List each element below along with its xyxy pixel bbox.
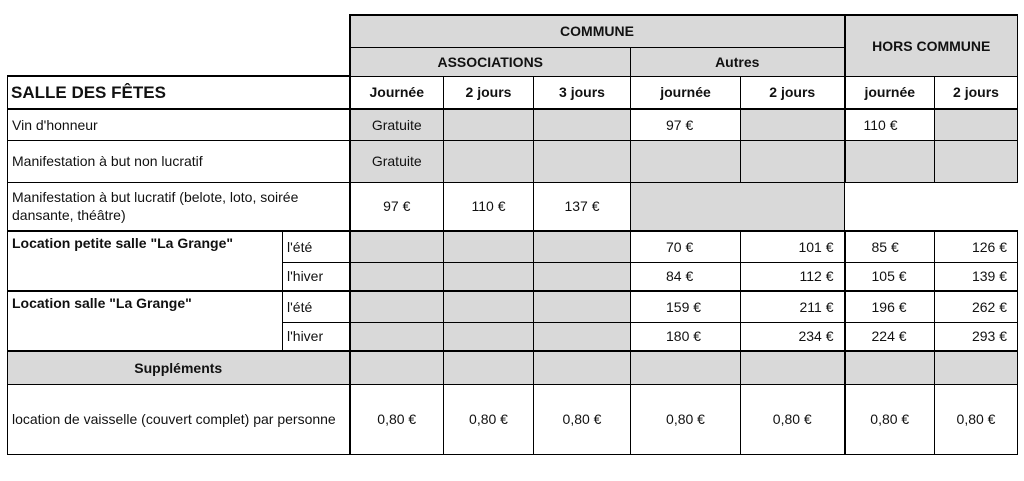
col-header: 2 jours — [935, 76, 1018, 109]
col-header: journée — [631, 76, 741, 109]
table-cell — [741, 351, 845, 384]
table-cell: 0,80 € — [741, 384, 845, 454]
table-cell: 110 € — [845, 109, 935, 140]
col-header: journée — [845, 76, 935, 109]
season-label: l'été — [283, 231, 350, 262]
row-label: Location salle "La Grange" — [8, 291, 283, 351]
table-cell — [631, 140, 741, 182]
table-cell — [845, 140, 935, 182]
row-label: Vin d'honneur — [8, 109, 350, 140]
col-header: Journée — [350, 76, 444, 109]
table-cell — [350, 351, 444, 384]
table-cell — [350, 231, 444, 262]
table-cell: 110 € — [444, 182, 534, 231]
table-cell — [935, 109, 1018, 140]
table-cell: 139 € — [935, 262, 1018, 291]
table-cell: 0,80 € — [444, 384, 534, 454]
table-cell: 211 € — [741, 291, 845, 322]
header-associations: ASSOCIATIONS — [350, 47, 631, 76]
table-cell: Gratuite — [350, 109, 444, 140]
table-cell: 137 € — [534, 182, 631, 231]
table-cell — [935, 351, 1018, 384]
table-cell — [534, 322, 631, 351]
table-cell: 101 € — [741, 231, 845, 262]
table-cell — [444, 140, 534, 182]
table-cell — [534, 231, 631, 262]
table-cell: 70 € — [631, 231, 741, 262]
row-label: location de vaisselle (couvert complet) par personne — [8, 384, 350, 454]
table-cell: 97 € — [631, 109, 741, 140]
table-cell — [350, 291, 444, 322]
table-cell: 262 € — [935, 291, 1018, 322]
empty-cell — [845, 182, 1018, 231]
table-cell — [534, 351, 631, 384]
table-cell — [350, 322, 444, 351]
season-label: l'hiver — [283, 322, 350, 351]
table-cell — [631, 182, 845, 231]
table-cell: 224 € — [845, 322, 935, 351]
table-cell: 0,80 € — [350, 384, 444, 454]
header-commune: COMMUNE — [350, 15, 845, 47]
table-cell — [444, 262, 534, 291]
season-label: l'hiver — [283, 262, 350, 291]
empty-corner — [8, 47, 350, 76]
table-cell: 126 € — [935, 231, 1018, 262]
table-cell — [935, 140, 1018, 182]
table-cell: 0,80 € — [631, 384, 741, 454]
table-cell: 0,80 € — [534, 384, 631, 454]
header-hors-commune: HORS COMMUNE — [845, 15, 1018, 76]
row-label: Manifestation à but lucratif (belote, loto, soirée dansante, théâtre) — [8, 182, 350, 231]
table-cell — [741, 140, 845, 182]
table-cell: Gratuite — [350, 140, 444, 182]
table-cell: 196 € — [845, 291, 935, 322]
table-cell — [444, 109, 534, 140]
table-cell — [534, 262, 631, 291]
row-label: Manifestation à but non lucratif — [8, 140, 350, 182]
empty-corner — [8, 15, 350, 47]
row-label: Location petite salle "La Grange" — [8, 231, 283, 291]
table-cell: 159 € — [631, 291, 741, 322]
table-cell: 0,80 € — [935, 384, 1018, 454]
table-cell — [845, 351, 935, 384]
header-autres: Autres — [631, 47, 845, 76]
table-cell: 0,80 € — [845, 384, 935, 454]
table-cell — [444, 291, 534, 322]
table-cell — [534, 291, 631, 322]
table-cell: 84 € — [631, 262, 741, 291]
table-cell — [741, 109, 845, 140]
table-cell: 85 € — [845, 231, 935, 262]
table-cell — [444, 231, 534, 262]
table-cell: 234 € — [741, 322, 845, 351]
table-cell: 105 € — [845, 262, 935, 291]
table-cell: 293 € — [935, 322, 1018, 351]
table-cell — [534, 109, 631, 140]
table-cell: 97 € — [350, 182, 444, 231]
table-title: SALLE DES FÊTES — [8, 76, 350, 109]
season-label: l'été — [283, 291, 350, 322]
col-header: 2 jours — [741, 76, 845, 109]
table-cell: 112 € — [741, 262, 845, 291]
col-header: 2 jours — [444, 76, 534, 109]
supplements-header: Suppléments — [8, 351, 350, 384]
tarifs-table — [7, 14, 1018, 455]
table-cell — [534, 140, 631, 182]
table-cell — [444, 322, 534, 351]
table-cell: 180 € — [631, 322, 741, 351]
table-cell — [631, 351, 741, 384]
table-cell — [444, 351, 534, 384]
table-cell — [350, 262, 444, 291]
col-header: 3 jours — [534, 76, 631, 109]
